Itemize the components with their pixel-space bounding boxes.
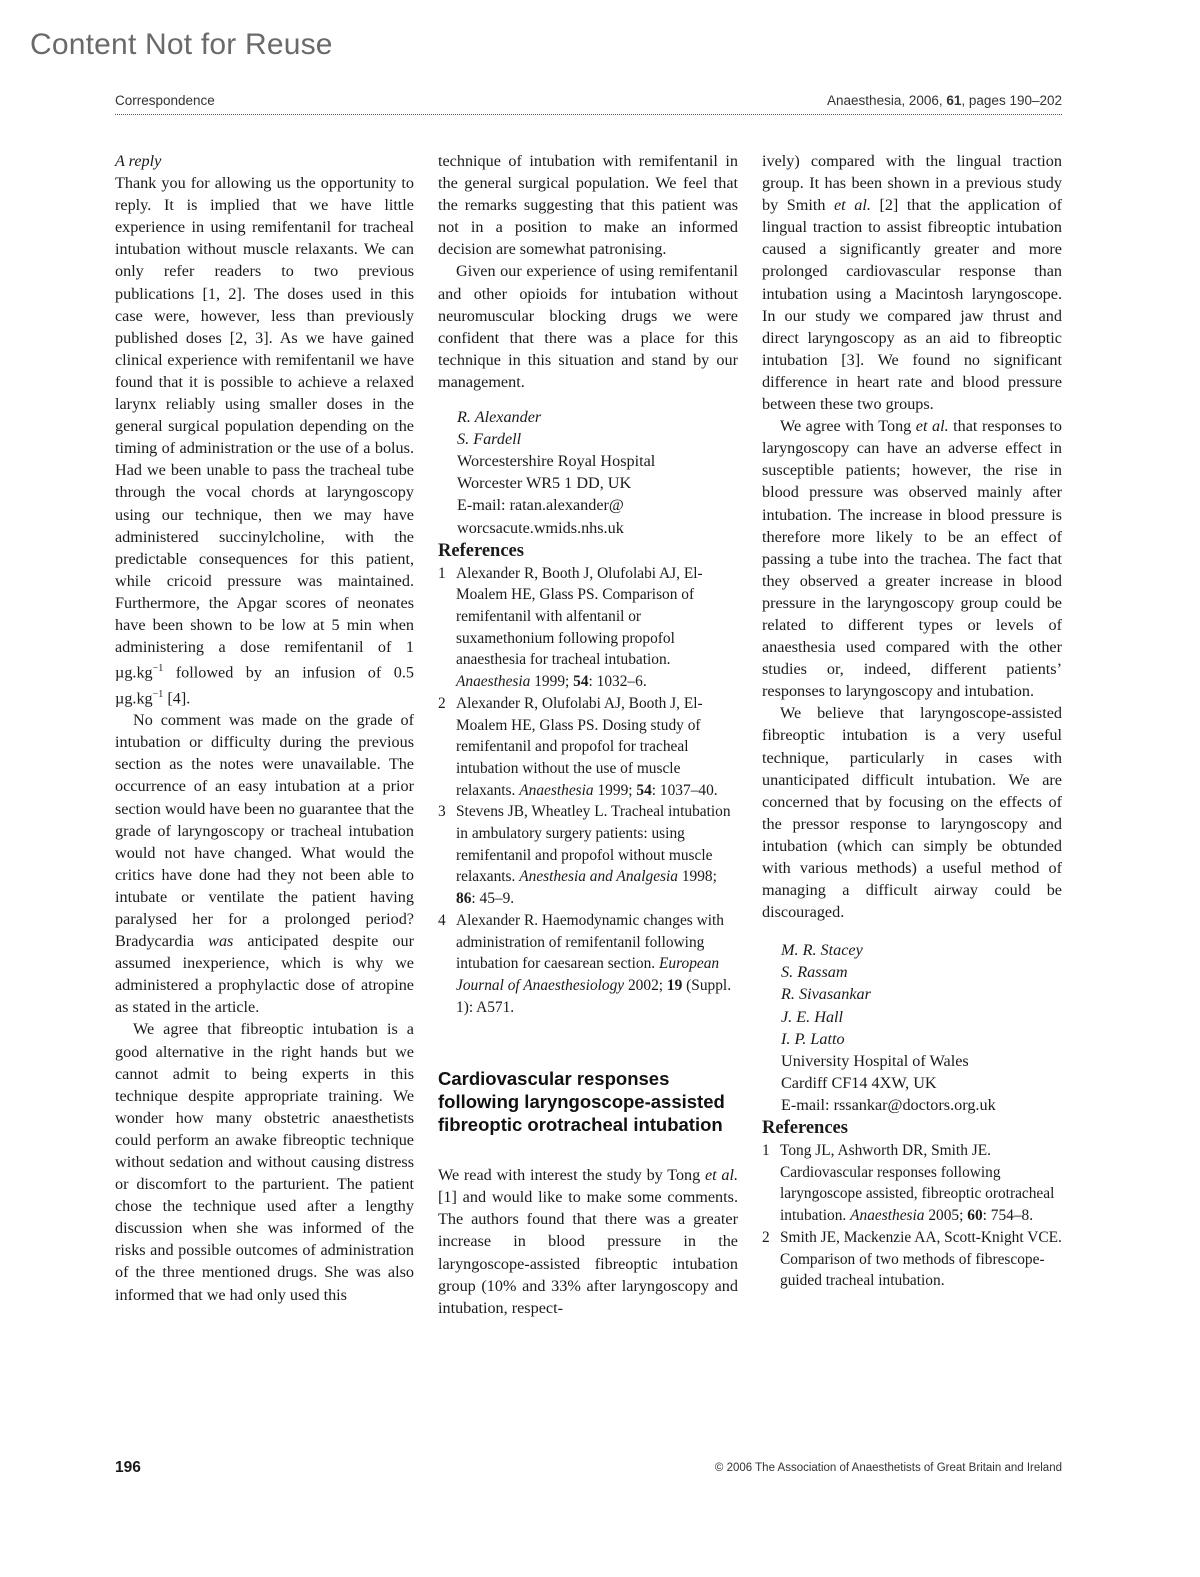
paragraph: We read with interest the study by Tong et al. [1] and would like to make some comments. The authors found that there was a greater increase in blood pressure in the laryngoscope-assisted fibreoptic intubation group (10% and 33% after laryngoscopy and intubation, respect- [438, 1166, 739, 1317]
column-3 [762, 150, 1062, 1292]
reference-item: 1 Alexander R, Booth J, Olufolabi AJ, El-Moalem HE, Glass PS. Comparison of remifentanil with alfentanil or suxamethonium following propofol anaesthesia for tracheal intubation. Anaesthesia 1999; 54: 1032–6. [438, 564, 703, 691]
reference-item: 4 Alexander R. Haemodynamic changes with administration of remifentanil following intubation for caesarean section. European Journal of Anaesthesiology 2002; 19 (Suppl. 1): A571. [438, 911, 732, 1016]
affiliation: Worcester WR5 1 DD, UK [457, 474, 632, 493]
references-heading: References [438, 540, 524, 561]
email: E-mail: rssankar@doctors.org.uk [781, 1095, 996, 1114]
author-name: I. P. Latto [781, 1029, 845, 1048]
author-name: R. Sivasankar [781, 985, 871, 1004]
paragraph: Given our experience of using remifentanil and other opioids for intubation without neuromuscular blocking drugs we were confident that there was a place for this technique in this situation and stand by our management. [438, 262, 738, 391]
journal-citation: Anaesthesia, 2006, 61, pages 190–202 [827, 93, 1062, 108]
paragraph: Thank you for allowing us the opportunity to reply. It is implied that we have little experience in using remifentanil for tracheal intubation without muscle relaxants. We can only refer readers to two previous publications [1, 2]. The doses used in this case were, however, less than previously published doses [2, 3]. As we have gained clinical experience with remifentanil we have found that it is possible to achieve a relaxed larynx reliably using smaller doses in the general surgical population depending on the timing of administration or the use of a bolus. Had we been unable to pass the tracheal tube through the vocal chords at laryngoscopy using our technique, then we may have administered succinylcholine, with the predictable consequences for this patient, while cricoid pressure was maintained. Furthermore, the Apgar scores of neonates have been shown to be low at 5 min when administering a dose remifentanil of 1 $\mu g.kg^{-1}$ followed by an infusion of 0.5 $\mu g.kg^{-1}$ [4]. [115, 174, 414, 708]
paragraph: We agree with Tong et al. that responses to laryngoscopy can have an adverse effect in susceptible patients; however, the rise in blood pressure was observed mainly after intubation. The increase in blood pressure is therefore more likely to be an effect of passing a tube into the trachea. The fact that they observed a greater increase in blood pressure in the laryngoscopy group could be related to different types or levels of anaesthesia used compared with the other studies or, indeed, different patients’ responses to laryngoscopy and intubation. [762, 417, 1062, 701]
reference-item: 2 Smith JE, Mackenzie AA, Scott-Knight VCE. Comparison of two methods of fibrescope-guided tracheal intubation. [762, 1228, 1062, 1290]
affiliation: Worcestershire Royal Hospital [457, 452, 656, 471]
section-label: Correspondence [115, 93, 215, 108]
signature-block [762, 939, 1062, 1116]
affiliation: University Hospital of Wales [781, 1051, 969, 1070]
email: worcsacute.wmids.nhs.uk [457, 518, 624, 537]
reference-list [762, 1140, 1062, 1292]
affiliation: Cardiff CF14 4XW, UK [781, 1073, 937, 1092]
column-1 [115, 150, 414, 1306]
watermark: Content Not for Reuse [30, 28, 333, 61]
author-name: S. Fardell [457, 430, 522, 449]
email: E-mail: ratan.alexander@ [457, 496, 624, 515]
reference-item: 1 Tong JL, Ashworth DR, Smith JE. Cardiovascular responses following laryngoscope assisted, fibreoptic orotracheal intubation. Anaesthesia 2005; 60: 754–8. [762, 1142, 1055, 1225]
references-heading: References [762, 1118, 848, 1139]
page-number: 196 [115, 1459, 141, 1476]
author-name: J. E. Hall [781, 1007, 844, 1026]
article-title: Cardiovascular responses following laryngoscope-assisted fibreoptic orotracheal intubation [438, 1068, 725, 1135]
paragraph: We agree that fibreoptic intubation is a good alternative in the right hands but we cannot admit to being experts in this technique despite appropriate training. We wonder how many obstetric anaesthetists could perform an awake fibreoptic technique without sedation and without causing distress or discomfort to the parturient. The patient chose the technique used after a lengthy discussion when she was informed of the risks and possible outcomes of administration of the three mentioned drugs. She was also informed that we had only used this [115, 1020, 414, 1304]
author-name: S. Rassam [781, 963, 848, 982]
running-head [115, 93, 1062, 115]
author-name: M. R. Stacey [781, 941, 863, 960]
paragraph: No comment was made on the grade of intubation or difficulty during the previous section as the notes were unavailable. The occurrence of an easy intubation at a prior section would have been no guarantee that the grade of laryngoscopy or tracheal intubation would not have changed. What would the critics have done had they not been able to intubate or ventilate the patient having paralysed her for a prolonged period? Bradycardia was anticipated despite our assumed inexperience, which is why we administered a prophylactic dose of atropine as stated in the article. [115, 711, 414, 1017]
signature-block [438, 406, 738, 539]
reference-list [438, 563, 738, 1019]
paragraph: ively) compared with the lingual traction group. It has been shown in a previous study by Smith et al. [2] that the application of lingual traction to assist fibreoptic intubation caused a significantly greater and more prolonged cardiovascular response than intubation using a Macintosh laryngoscope. In our study we compared jaw thrust and direct laryngoscopy as an aid to fibreoptic intubation [3]. We found no significant difference in heart rate and blood pressure between these two groups. [762, 152, 1063, 414]
paragraph: We believe that laryngoscope-assisted fibreoptic intubation is a very useful technique, particularly in cases with unanticipated difficult intubation. We are concerned that by focusing on the effects of the pressor response to laryngoscopy and intubation (which can simply be obtunded with various methods) a useful method of managing a difficult airway could be discouraged. [762, 704, 1062, 922]
reply-heading: A reply [115, 152, 162, 170]
copyright-notice: © 2006 The Association of Anaesthetists of Great Britain and Ireland [714, 1462, 1062, 1474]
paragraph: technique of intubation with remifentanil in the general surgical population. We feel that the remarks suggesting that this patient was not in a position to make an informed decision are somewhat patronising. [438, 152, 738, 259]
reference-item: 2 Alexander R, Olufolabi AJ, Booth J, El-Moalem HE, Glass PS. Dosing study of remifentanil and propofol for tracheal intubation without the use of muscle relaxants. Anaesthesia 1999; 54: 1037–40. [438, 694, 718, 799]
reference-item: 3 Stevens JB, Wheatley L. Tracheal intubation in ambulatory surgery patients: using remifentanil and propofol without muscle relaxants. Anesthesia and Analgesia 1998; 86: 45–9. [438, 803, 731, 908]
author-name: R. Alexander [457, 408, 542, 427]
column-2 [438, 150, 738, 1319]
